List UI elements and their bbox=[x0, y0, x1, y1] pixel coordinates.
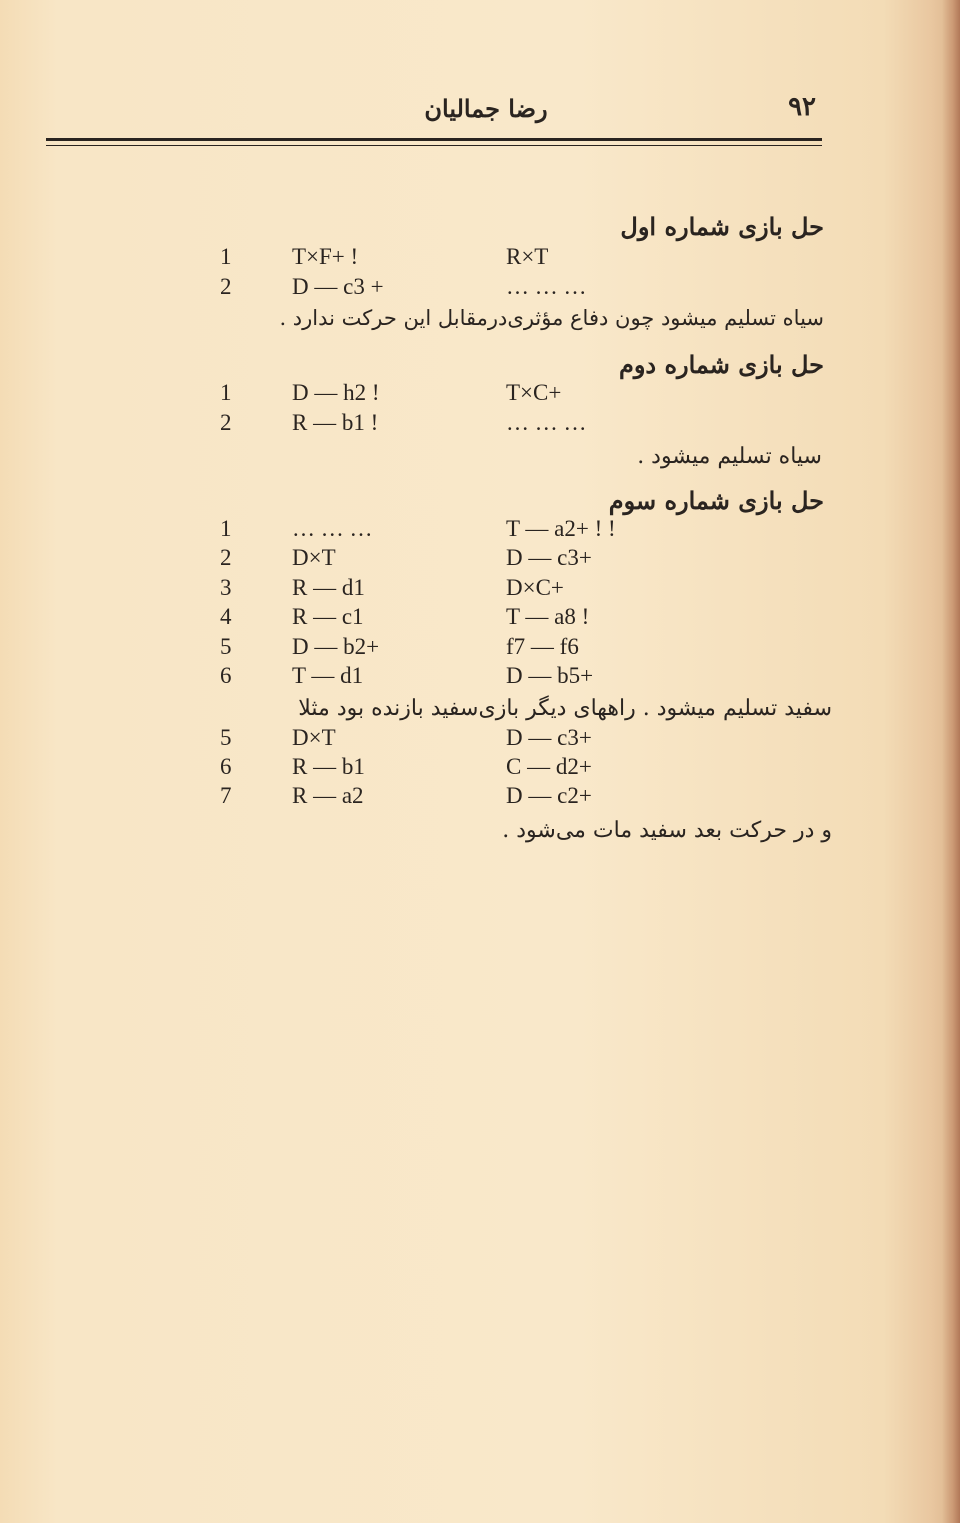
author-name: رضا جمالیان bbox=[424, 94, 548, 123]
white-move: D×T bbox=[292, 725, 336, 750]
move-row bbox=[0, 244, 960, 274]
white-move: R — b1 ! bbox=[292, 410, 379, 435]
solution-closing: و در حرکت بعد سفید مات می‌شود . bbox=[502, 818, 832, 843]
move-number: 2 bbox=[220, 545, 232, 570]
black-move: C — d2+ bbox=[506, 754, 592, 779]
move-row bbox=[0, 410, 960, 440]
white-move: T×F+ ! bbox=[292, 244, 359, 269]
white-move: D — h2 ! bbox=[292, 380, 380, 405]
solution-note-3: سفید تسلیم میشود . راههای دیگر بازی‌سفید بازنده بود مثلا bbox=[298, 696, 832, 721]
black-move: R×T bbox=[506, 244, 549, 269]
black-move: T — a8 ! bbox=[506, 604, 590, 629]
move-number: 7 bbox=[220, 783, 232, 808]
move-row bbox=[0, 545, 960, 575]
white-move: … … … bbox=[292, 516, 373, 541]
white-move: R — a2 bbox=[292, 783, 364, 808]
page-number: ۹۲ bbox=[788, 92, 816, 122]
black-move: … … … bbox=[506, 410, 587, 435]
variation-row bbox=[0, 783, 960, 813]
move-number: 1 bbox=[220, 244, 232, 269]
solution-note-1: سیاه تسلیم میشود چون دفاع مؤثری‌درمقابل این حرکت ندارد . bbox=[279, 306, 824, 330]
move-row bbox=[0, 663, 960, 693]
running-head bbox=[46, 88, 822, 128]
black-move: … … … bbox=[506, 274, 587, 299]
solution-heading-2: حل بازی شماره دوم bbox=[618, 350, 824, 379]
move-number: 1 bbox=[220, 380, 232, 405]
move-number: 1 bbox=[220, 516, 232, 541]
move-number: 4 bbox=[220, 604, 232, 629]
move-number: 3 bbox=[220, 575, 232, 600]
white-move: D×T bbox=[292, 545, 336, 570]
solution-note-2: سیاه تسلیم میشود . bbox=[637, 444, 822, 469]
white-move: T — d1 bbox=[292, 663, 364, 688]
move-number: 2 bbox=[220, 274, 232, 299]
black-move: T — a2+ ! ! bbox=[506, 516, 616, 541]
move-number: 5 bbox=[220, 725, 232, 750]
move-number: 2 bbox=[220, 410, 232, 435]
white-move: R — d1 bbox=[292, 575, 365, 600]
move-row bbox=[0, 575, 960, 605]
move-row bbox=[0, 634, 960, 664]
black-move: D — b5+ bbox=[506, 663, 594, 688]
white-move: R — b1 bbox=[292, 754, 365, 779]
black-move: f7 — f6 bbox=[506, 634, 579, 659]
move-number: 6 bbox=[220, 663, 232, 688]
white-move: D — c3 + bbox=[292, 274, 384, 299]
header-rule-thin bbox=[46, 145, 822, 146]
white-move: D — b2+ bbox=[292, 634, 380, 659]
move-row bbox=[0, 274, 960, 304]
variation-row bbox=[0, 725, 960, 755]
black-move: T×C+ bbox=[506, 380, 562, 405]
header-rule-thick bbox=[46, 138, 822, 141]
solution-heading-1: حل بازی شماره اول bbox=[620, 212, 824, 241]
white-move: R — c1 bbox=[292, 604, 364, 629]
black-move: D×C+ bbox=[506, 575, 564, 600]
move-row bbox=[0, 604, 960, 634]
move-number: 5 bbox=[220, 634, 232, 659]
move-row bbox=[0, 380, 960, 410]
black-move: D — c3+ bbox=[506, 545, 592, 570]
solution-heading-3: حل بازی شماره سوم bbox=[608, 486, 824, 515]
black-move: D — c2+ bbox=[506, 783, 592, 808]
move-number: 6 bbox=[220, 754, 232, 779]
variation-row bbox=[0, 754, 960, 784]
black-move: D — c3+ bbox=[506, 725, 592, 750]
move-row bbox=[0, 516, 960, 546]
